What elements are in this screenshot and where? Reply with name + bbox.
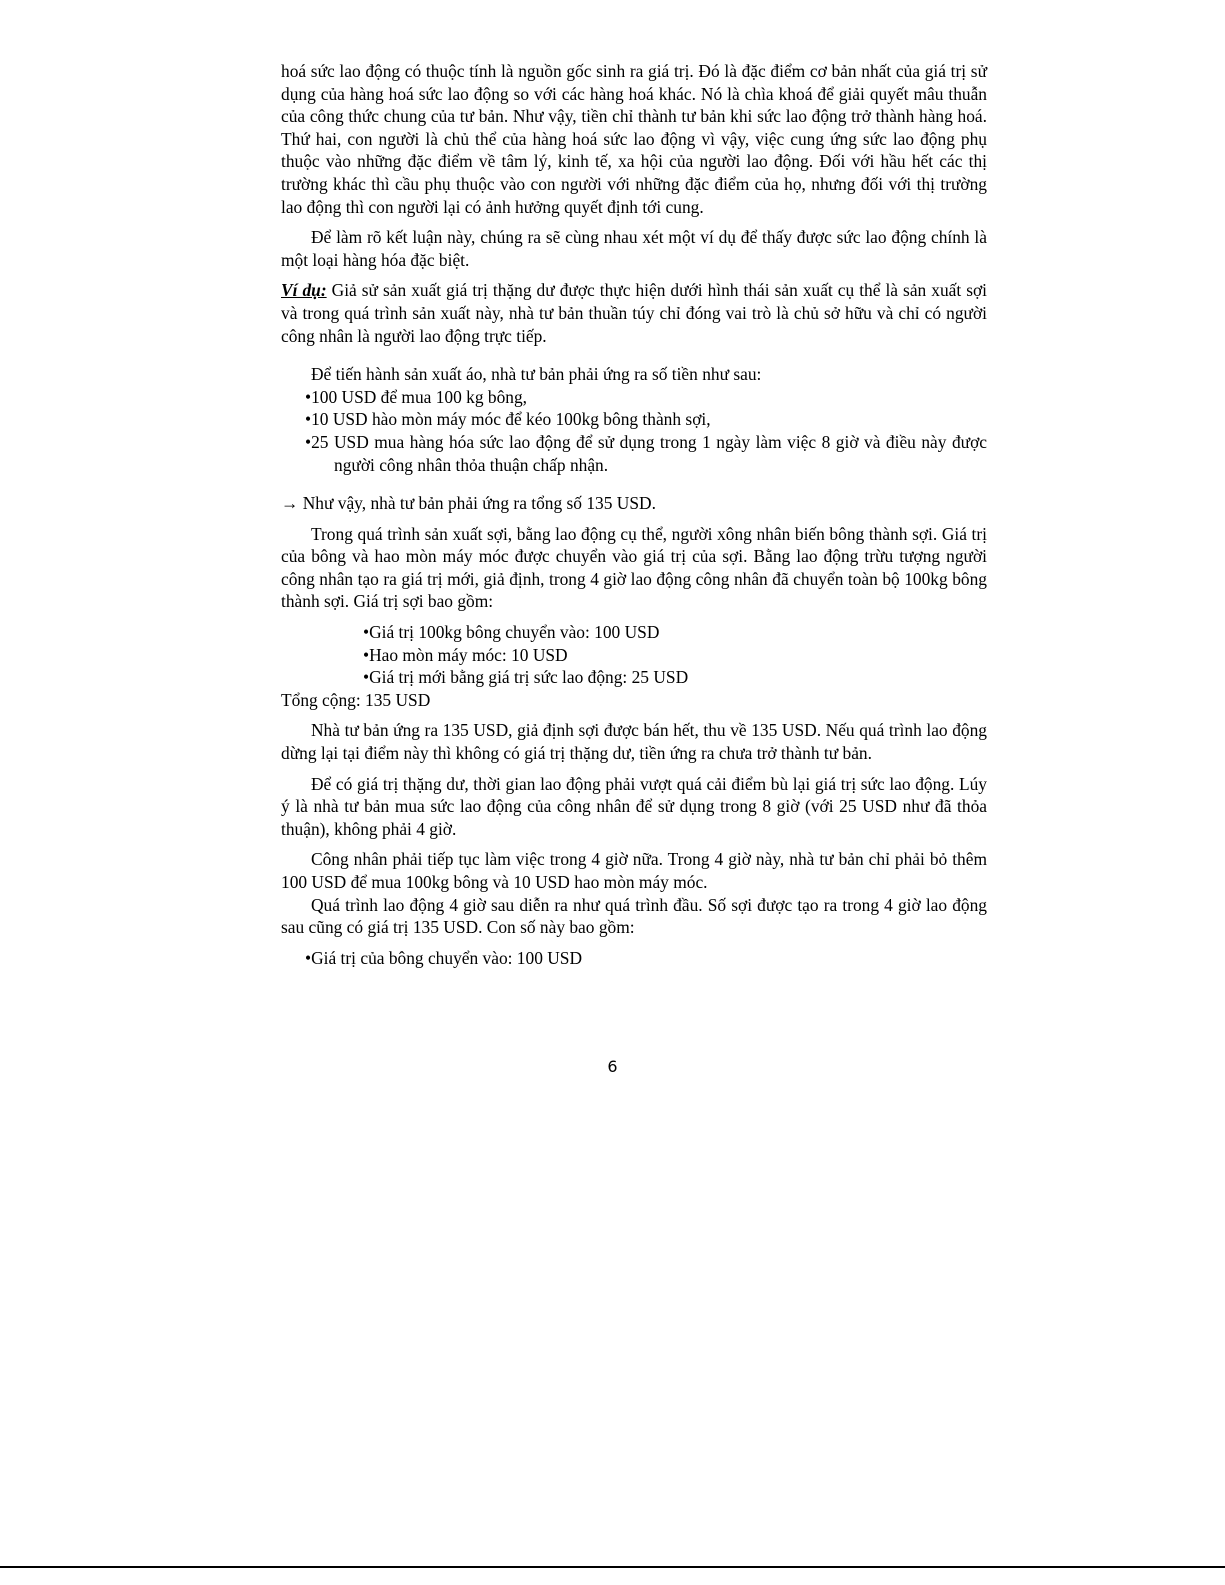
value-list-second (305, 947, 987, 970)
paragraph-no-surplus: Nhà tư bản ứng ra 135 USD, giả định sợi được bán hết, thu về 135 USD. Nếu quá trình lao động dừng lại tại điểm này thì không có giá trị thặng dư, tiền ứng ra chưa trở thành tư bản. (281, 720, 987, 764)
list-item: •Hao mòn máy móc: 10 USD (363, 644, 568, 665)
list-item: •10 USD hào mòn máy móc để kéo 100kg bông thành sợi, (305, 409, 711, 430)
paragraph-second-process: Quá trình lao động 4 giờ sau diễn ra như quá trình đầu. Số sợi được tạo ra trong 4 giờ lao động sau cũng có giá trị 135 USD. Con số này bao gồm: (281, 894, 987, 938)
list-item: •Giá trị 100kg bông chuyển vào: 100 USD (363, 622, 660, 643)
paragraph-capital-intro: Để tiến hành sản xuất áo, nhà tư bản phải ứng ra số tiền như sau: (311, 364, 762, 385)
list-item: •25 USD mua hàng hóa sức lao động để sử dụng trong 1 ngày làm việc 8 giờ và điều này được người công nhân thỏa thuận chấp nhận. (305, 431, 987, 475)
page-number: 6 (607, 1057, 618, 1076)
paragraph-production: Trong quá trình sản xuất sợi, bằng lao động cụ thể, người xông nhân biến bông thành sợi. Giá trị của bông và hao mòn máy móc được chuyển vào giá trị của sợi. Bằng lao động trừu tượng người công nhân tạo ra giá trị mới, giả định, trong 4 giờ lao động công nhân đã chuyển toàn bộ 100kg bông thành sợi. Giá trị sợi bao gồm: (281, 523, 987, 612)
example-label: Ví dụ: (281, 280, 327, 301)
list-item: •100 USD để mua 100 kg bông, (305, 386, 528, 407)
page-body (281, 60, 987, 969)
paragraph-extra-hours: Công nhân phải tiếp tục làm việc trong 4 giờ nữa. Trong 4 giờ này, nhà tư bản chỉ phải bỏ thêm 100 USD để mua 100kg bông và 10 USD hao mòn máy móc. (281, 849, 987, 892)
paragraph-intro: hoá sức lao động có thuộc tính là nguồn gốc sinh ra giá trị. Đó là đặc điểm cơ bản nhất của giá trị sử dụng của hàng hoá sức lao động so với các hàng hoá khác. Nó là chìa khoá để giải quyết mâu thuẫn của công thức chung của tư bản. Như vậy, tiền chỉ thành tư bản khi sức lao động trở thành hàng hoá. Thứ hai, con người là chủ thể của hàng hoá sức lao động vì vậy, việc cung ứng sức lao động phụ thuộc vào những đặc điểm về tâm lý, kinh tế, xa hội của người lao động. Đối với hầu hết các thị trường khác thì cầu phụ thuộc vào con người với những đặc điểm của họ, nhưng đối với thị trường lao động thì con người lại có ảnh hưởng quyết định tới cung. (281, 61, 987, 217)
cost-list (305, 386, 987, 476)
paragraph-example (281, 279, 987, 347)
total-line: Tổng cộng: 135 USD (281, 689, 431, 710)
bottom-divider (0, 1566, 1225, 1568)
paragraph-surplus-condition: Để có giá trị thặng dư, thời gian lao động phải vượt quá cải điểm bù lại giá trị sức lao động. Lúy ý là nhà tư bản mua sức lao động của công nhân để sử dụng trong 8 giờ (với 25 USD như đã thỏa thuận), không phải 4 giờ. (281, 773, 987, 839)
paragraph-conclusion: Để làm rõ kết luận này, chúng ra sẽ cùng nhau xét một ví dụ để thấy được sức lao động chính là một loại hàng hóa đặc biệt. (281, 227, 987, 270)
list-item: •Giá trị của bông chuyển vào: 100 USD (305, 947, 583, 968)
value-list (363, 621, 987, 689)
list-item: •Giá trị mới bằng giá trị sức lao động: 25 USD (363, 667, 689, 688)
example-text: Giả sử sản xuất giá trị thặng dư được thực hiện dưới hình thái sản xuất cụ thể là sản xuất sợi và trong quá trình sản xuất này, nhà tư bản thuần túy chỉ đóng vai trò là chủ sở hữu và chỉ có người công nhân là người lao động trực tiếp. (281, 280, 988, 346)
paragraph-total-capital: → Như vậy, nhà tư bản phải ứng ra tổng số 135 USD. (281, 493, 656, 514)
